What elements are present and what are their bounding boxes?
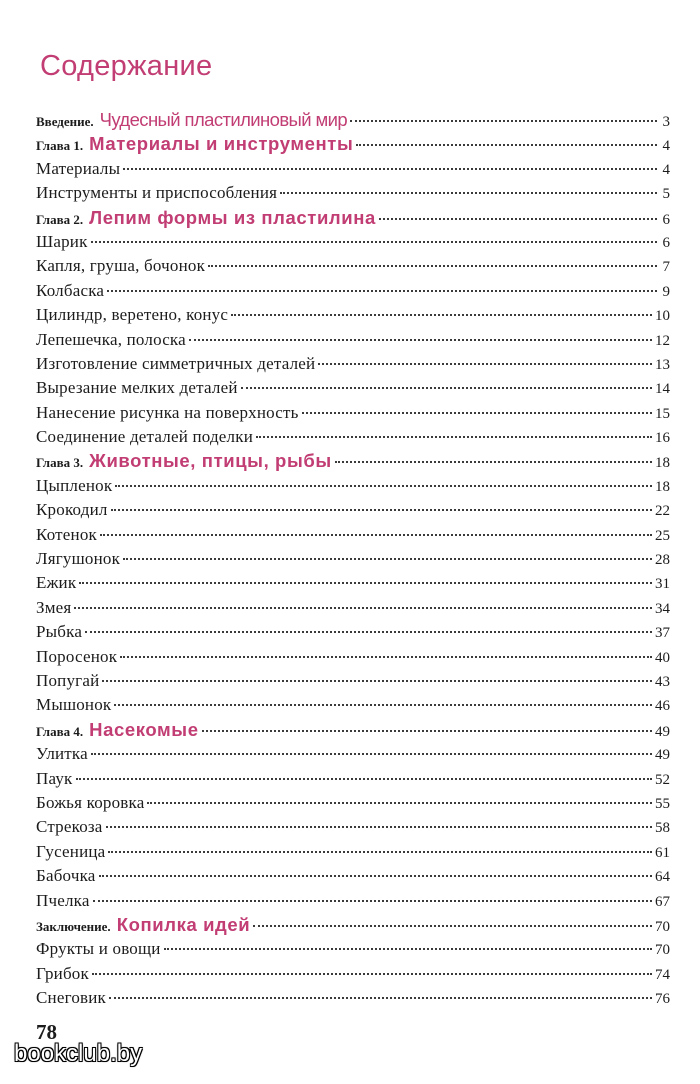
toc-item-row: [36, 474, 670, 498]
toc-item-row: [36, 376, 670, 400]
toc-item-label: Инструменты и приспособления: [36, 183, 278, 203]
toc-item-row: [36, 279, 670, 303]
toc-page-number: 43: [655, 673, 670, 690]
dot-leader: [91, 753, 652, 755]
toc-item-label: Котенок: [36, 524, 97, 544]
toc-page-number: 6: [662, 234, 670, 251]
toc-chapter-title: Лепим формы из пластилина: [89, 206, 376, 228]
toc-chapter-title: Копилка идей: [116, 913, 251, 935]
toc-page-number: 49: [655, 723, 670, 740]
toc-page-number: 15: [655, 405, 670, 422]
toc-chapter-row: [36, 449, 670, 473]
toc-page-number: 6: [662, 211, 670, 228]
toc-item-row: [36, 352, 670, 376]
toc-item-row: [36, 962, 670, 986]
toc-item-row: [36, 571, 670, 595]
dot-leader: [335, 461, 652, 463]
toc-page-number: 58: [655, 820, 670, 837]
toc-item-label: Крокодил: [36, 500, 108, 520]
toc-page-number: 37: [655, 625, 670, 642]
toc-page-number: 67: [655, 893, 670, 910]
toc-page-number: 4: [662, 138, 670, 155]
toc-item-row: [36, 791, 670, 815]
toc-item-label: Рыбка: [36, 622, 83, 642]
toc-item-row: [36, 669, 670, 693]
toc-page-number: 34: [655, 600, 670, 617]
page-title: Содержание: [40, 50, 213, 82]
toc-chapter-row: [36, 132, 670, 156]
toc-item-label: Цилиндр, веретено, конус: [36, 305, 229, 325]
toc-item-label: Снеговик: [36, 988, 107, 1008]
toc-item-label: Соединение деталей поделки: [36, 427, 253, 447]
toc-item-label: Капля, груша, бочонок: [36, 256, 206, 276]
toc-page-number: 3: [662, 114, 670, 130]
toc-page-number: 70: [655, 918, 670, 935]
toc-item-row: [36, 937, 670, 961]
dot-leader: [79, 582, 652, 584]
toc-page-number: 4: [662, 161, 670, 178]
dot-leader: [107, 290, 657, 292]
toc-item-label: Колбаска: [36, 280, 105, 300]
toc-chapter-prefix: Заключение.: [36, 918, 111, 934]
toc-item-label: Грибок: [36, 963, 89, 983]
dot-leader: [91, 241, 657, 243]
toc-chapter-row: [36, 206, 670, 230]
toc-item-label: Божья коровка: [36, 792, 145, 812]
toc-chapter-prefix: Глава 1.: [36, 138, 84, 154]
toc-item-row: [36, 230, 670, 254]
dot-leader: [318, 363, 652, 365]
toc-item-row: [36, 742, 670, 766]
toc-page-number: 7: [662, 259, 670, 276]
toc-page-number: 13: [655, 356, 670, 373]
toc-item-row: [36, 157, 670, 181]
toc-item-label: Фрукты и овощи: [36, 939, 161, 959]
toc-page-number: 46: [655, 698, 670, 715]
toc-item-label: Паук: [36, 768, 73, 788]
toc-item-label: Нанесение рисунка на поверхность: [36, 402, 299, 422]
toc-chapter-row: [36, 718, 670, 742]
dot-leader: [109, 997, 652, 999]
toc-item-row: [36, 767, 670, 791]
toc-page-number: 28: [655, 552, 670, 569]
toc-page-number: 14: [655, 381, 670, 398]
dot-leader: [356, 144, 657, 146]
toc-item-label: Вырезание мелких деталей: [36, 378, 238, 398]
toc-item-row: [36, 181, 670, 205]
toc-item-row: [36, 523, 670, 547]
toc-item-label: Змея: [36, 597, 72, 617]
dot-leader: [111, 509, 652, 511]
dot-leader: [231, 314, 652, 316]
toc-item-row: [36, 596, 670, 620]
toc-item-label: Лепешечка, полоска: [36, 329, 186, 349]
toc-chapter-title: Материалы и инструменты: [89, 133, 354, 155]
toc-item-label: Мышонок: [36, 695, 112, 715]
toc-item-row: [36, 889, 670, 913]
toc-chapter-prefix: Глава 3.: [36, 455, 84, 471]
dot-leader: [76, 778, 652, 780]
dot-leader: [92, 973, 652, 975]
toc-item-row: [36, 498, 670, 522]
dot-leader: [100, 534, 652, 536]
toc-item-label: Поросенок: [36, 646, 118, 666]
dot-leader: [102, 680, 652, 682]
dot-leader: [256, 436, 652, 438]
toc-item-row: [36, 864, 670, 888]
dot-leader: [379, 218, 657, 220]
toc-item-row: [36, 425, 670, 449]
toc-page-number: 18: [655, 455, 670, 472]
toc-item-label: Изготовление симметричных деталей: [36, 353, 316, 373]
toc-item-row: [36, 840, 670, 864]
dot-leader: [108, 851, 652, 853]
toc-page-number: 74: [655, 966, 670, 983]
toc-item-label: Шарик: [36, 231, 88, 251]
dot-leader: [123, 168, 657, 170]
toc-item-label: Стрекоза: [36, 817, 103, 837]
dot-leader: [350, 120, 657, 122]
toc-item-row: [36, 254, 670, 278]
dot-leader: [253, 925, 652, 927]
dot-leader: [241, 387, 652, 389]
toc-page-number: 52: [655, 771, 670, 788]
toc-page-number: 70: [655, 942, 670, 959]
dot-leader: [208, 265, 657, 267]
toc-page-number: 5: [662, 186, 670, 203]
dot-leader: [164, 948, 652, 950]
dot-leader: [106, 826, 652, 828]
toc-page-number: 76: [655, 991, 670, 1008]
toc-page-number: 55: [655, 795, 670, 812]
dot-leader: [120, 656, 652, 658]
page-number: 78: [36, 1020, 57, 1044]
dot-leader: [302, 412, 652, 414]
toc-item-row: [36, 547, 670, 571]
dot-leader: [93, 900, 652, 902]
toc-item-label: Ежик: [36, 573, 77, 593]
toc-item-row: [36, 815, 670, 839]
toc-item-label: Улитка: [36, 744, 88, 764]
dot-leader: [189, 339, 652, 341]
toc-chapter-title: Насекомые: [89, 718, 199, 740]
toc-page-number: 16: [655, 430, 670, 447]
dot-leader: [123, 558, 652, 560]
dot-leader: [114, 704, 652, 706]
toc-item-row: [36, 328, 670, 352]
toc-page-number: 49: [655, 747, 670, 764]
toc-page-number: 18: [655, 478, 670, 495]
watermark: bookclub.by: [14, 1040, 143, 1067]
dot-leader: [99, 875, 652, 877]
toc-item-label: Пчелка: [36, 890, 90, 910]
toc-item-row: [36, 645, 670, 669]
toc-item-label: Материалы: [36, 158, 121, 178]
toc-page-number: 22: [655, 503, 670, 520]
toc-chapter-row: [36, 913, 670, 937]
toc-page-number: 10: [655, 308, 670, 325]
dot-leader: [147, 802, 652, 804]
toc-chapter-prefix: Глава 2.: [36, 211, 84, 227]
toc-item-label: Лягушонок: [36, 549, 121, 569]
toc-page-number: 61: [655, 844, 670, 861]
toc-item-row: [36, 401, 670, 425]
toc-item-row: [36, 986, 670, 1010]
toc-item-label: Цыпленок: [36, 475, 113, 495]
table-of-contents: [36, 108, 670, 1010]
toc-chapter-row: [36, 108, 670, 132]
toc-chapter-title: Чудесный пластилиновый мир: [99, 109, 348, 130]
toc-item-row: [36, 303, 670, 327]
toc-page-number: 31: [655, 576, 670, 593]
toc-page-number: 9: [662, 283, 670, 300]
toc-item-row: [36, 620, 670, 644]
toc-item-label: Гусеница: [36, 841, 106, 861]
dot-leader: [85, 631, 652, 633]
toc-item-label: Попугай: [36, 670, 100, 690]
toc-item-row: [36, 693, 670, 717]
dot-leader: [280, 192, 657, 194]
toc-chapter-prefix: Глава 4.: [36, 723, 84, 739]
dot-leader: [202, 730, 652, 732]
toc-item-label: Бабочка: [36, 866, 96, 886]
dot-leader: [74, 607, 652, 609]
toc-chapter-prefix: Введение.: [36, 114, 94, 129]
toc-chapter-title: Животные, птицы, рыбы: [89, 450, 332, 472]
toc-page-number: 25: [655, 527, 670, 544]
toc-page-number: 40: [655, 649, 670, 666]
toc-page-number: 12: [655, 332, 670, 349]
dot-leader: [115, 485, 652, 487]
toc-page-number: 64: [655, 869, 670, 886]
